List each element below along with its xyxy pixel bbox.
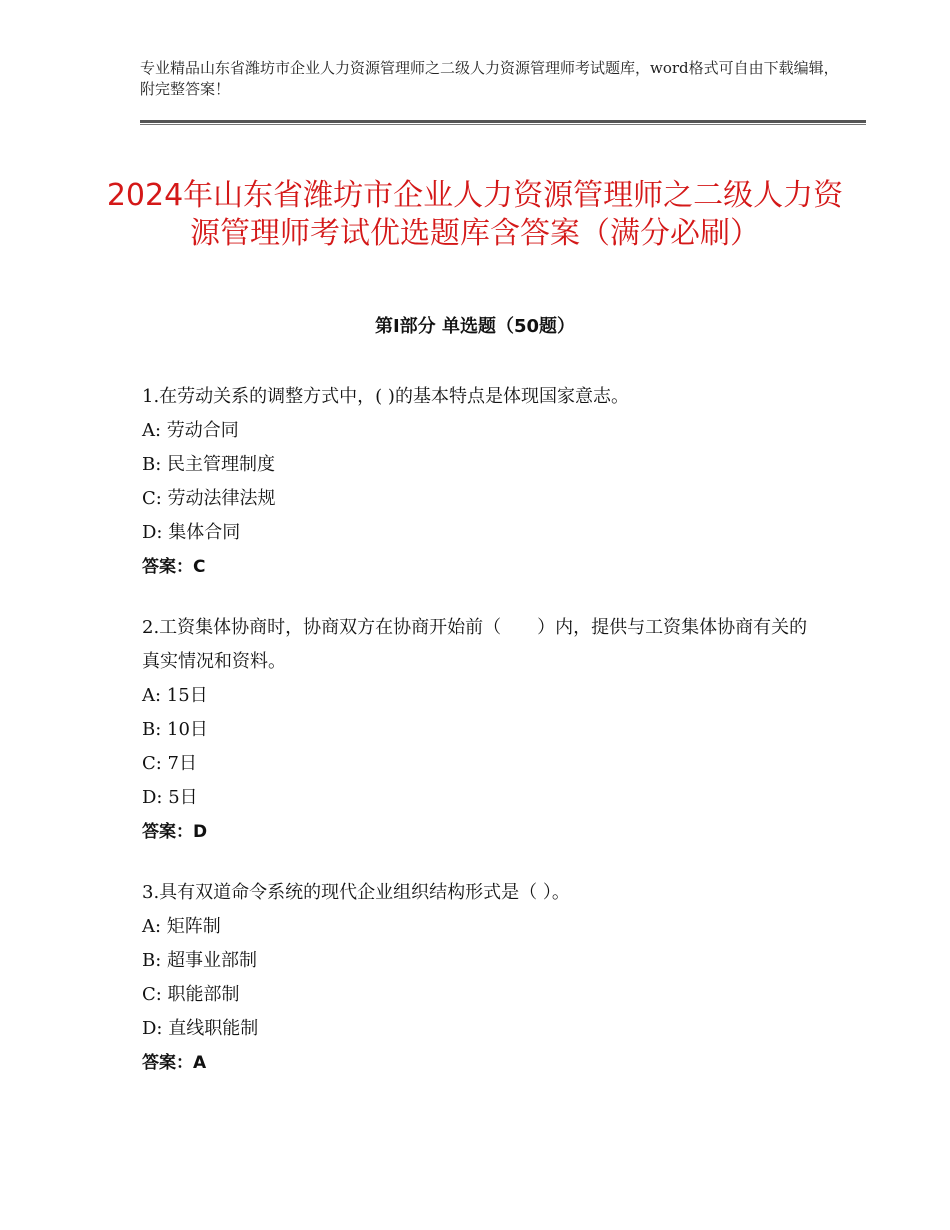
option-b: B: 超事业部制 xyxy=(142,950,258,971)
option-c: C: 劳动法律法规 xyxy=(142,488,276,509)
option-c: C: 7日 xyxy=(142,753,198,774)
question-list xyxy=(142,380,812,1107)
question-stem: 2.工资集体协商时，协商双方在协商开始前（ ）内，提供与工资集体协商有关的真实情况和资料。 xyxy=(142,617,808,672)
option-d: D: 集体合同 xyxy=(142,522,241,543)
document-title: 2024年山东省潍坊市企业人力资源管理师之二级人力资源管理师考试优选题库含答案（满分必刷） xyxy=(106,178,844,252)
question-stem: 1.在劳动关系的调整方式中，( )的基本特点是体现国家意志。 xyxy=(142,386,629,407)
option-c: C: 职能部制 xyxy=(142,984,240,1005)
answer: 答案：C xyxy=(142,557,206,577)
section-title: 第Ⅰ部分 单选题（50题） xyxy=(374,316,575,337)
option-b: B: 民主管理制度 xyxy=(142,454,276,475)
header-divider xyxy=(140,120,866,126)
option-d: D: 5日 xyxy=(142,787,198,808)
answer: 答案：A xyxy=(142,1053,207,1073)
answer: 答案：D xyxy=(142,822,208,842)
option-d: D: 直线职能制 xyxy=(142,1018,259,1039)
option-b: B: 10日 xyxy=(142,719,208,740)
question-1 xyxy=(142,380,812,584)
question-stem: 3.具有双道命令系统的现代企业组织结构形式是（ ）。 xyxy=(142,882,570,903)
option-a: A: 15日 xyxy=(142,685,208,706)
option-a: A: 矩阵制 xyxy=(142,916,221,937)
option-a: A: 劳动合同 xyxy=(142,420,239,441)
header-divider-thin xyxy=(140,124,866,125)
header-note: 专业精品山东省潍坊市企业人力资源管理师之二级人力资源管理师考试题库，word格式可自由下载编辑，附完整答案！ xyxy=(140,59,839,98)
question-2 xyxy=(142,611,812,849)
header-divider-thick xyxy=(140,120,866,123)
question-3 xyxy=(142,876,812,1080)
